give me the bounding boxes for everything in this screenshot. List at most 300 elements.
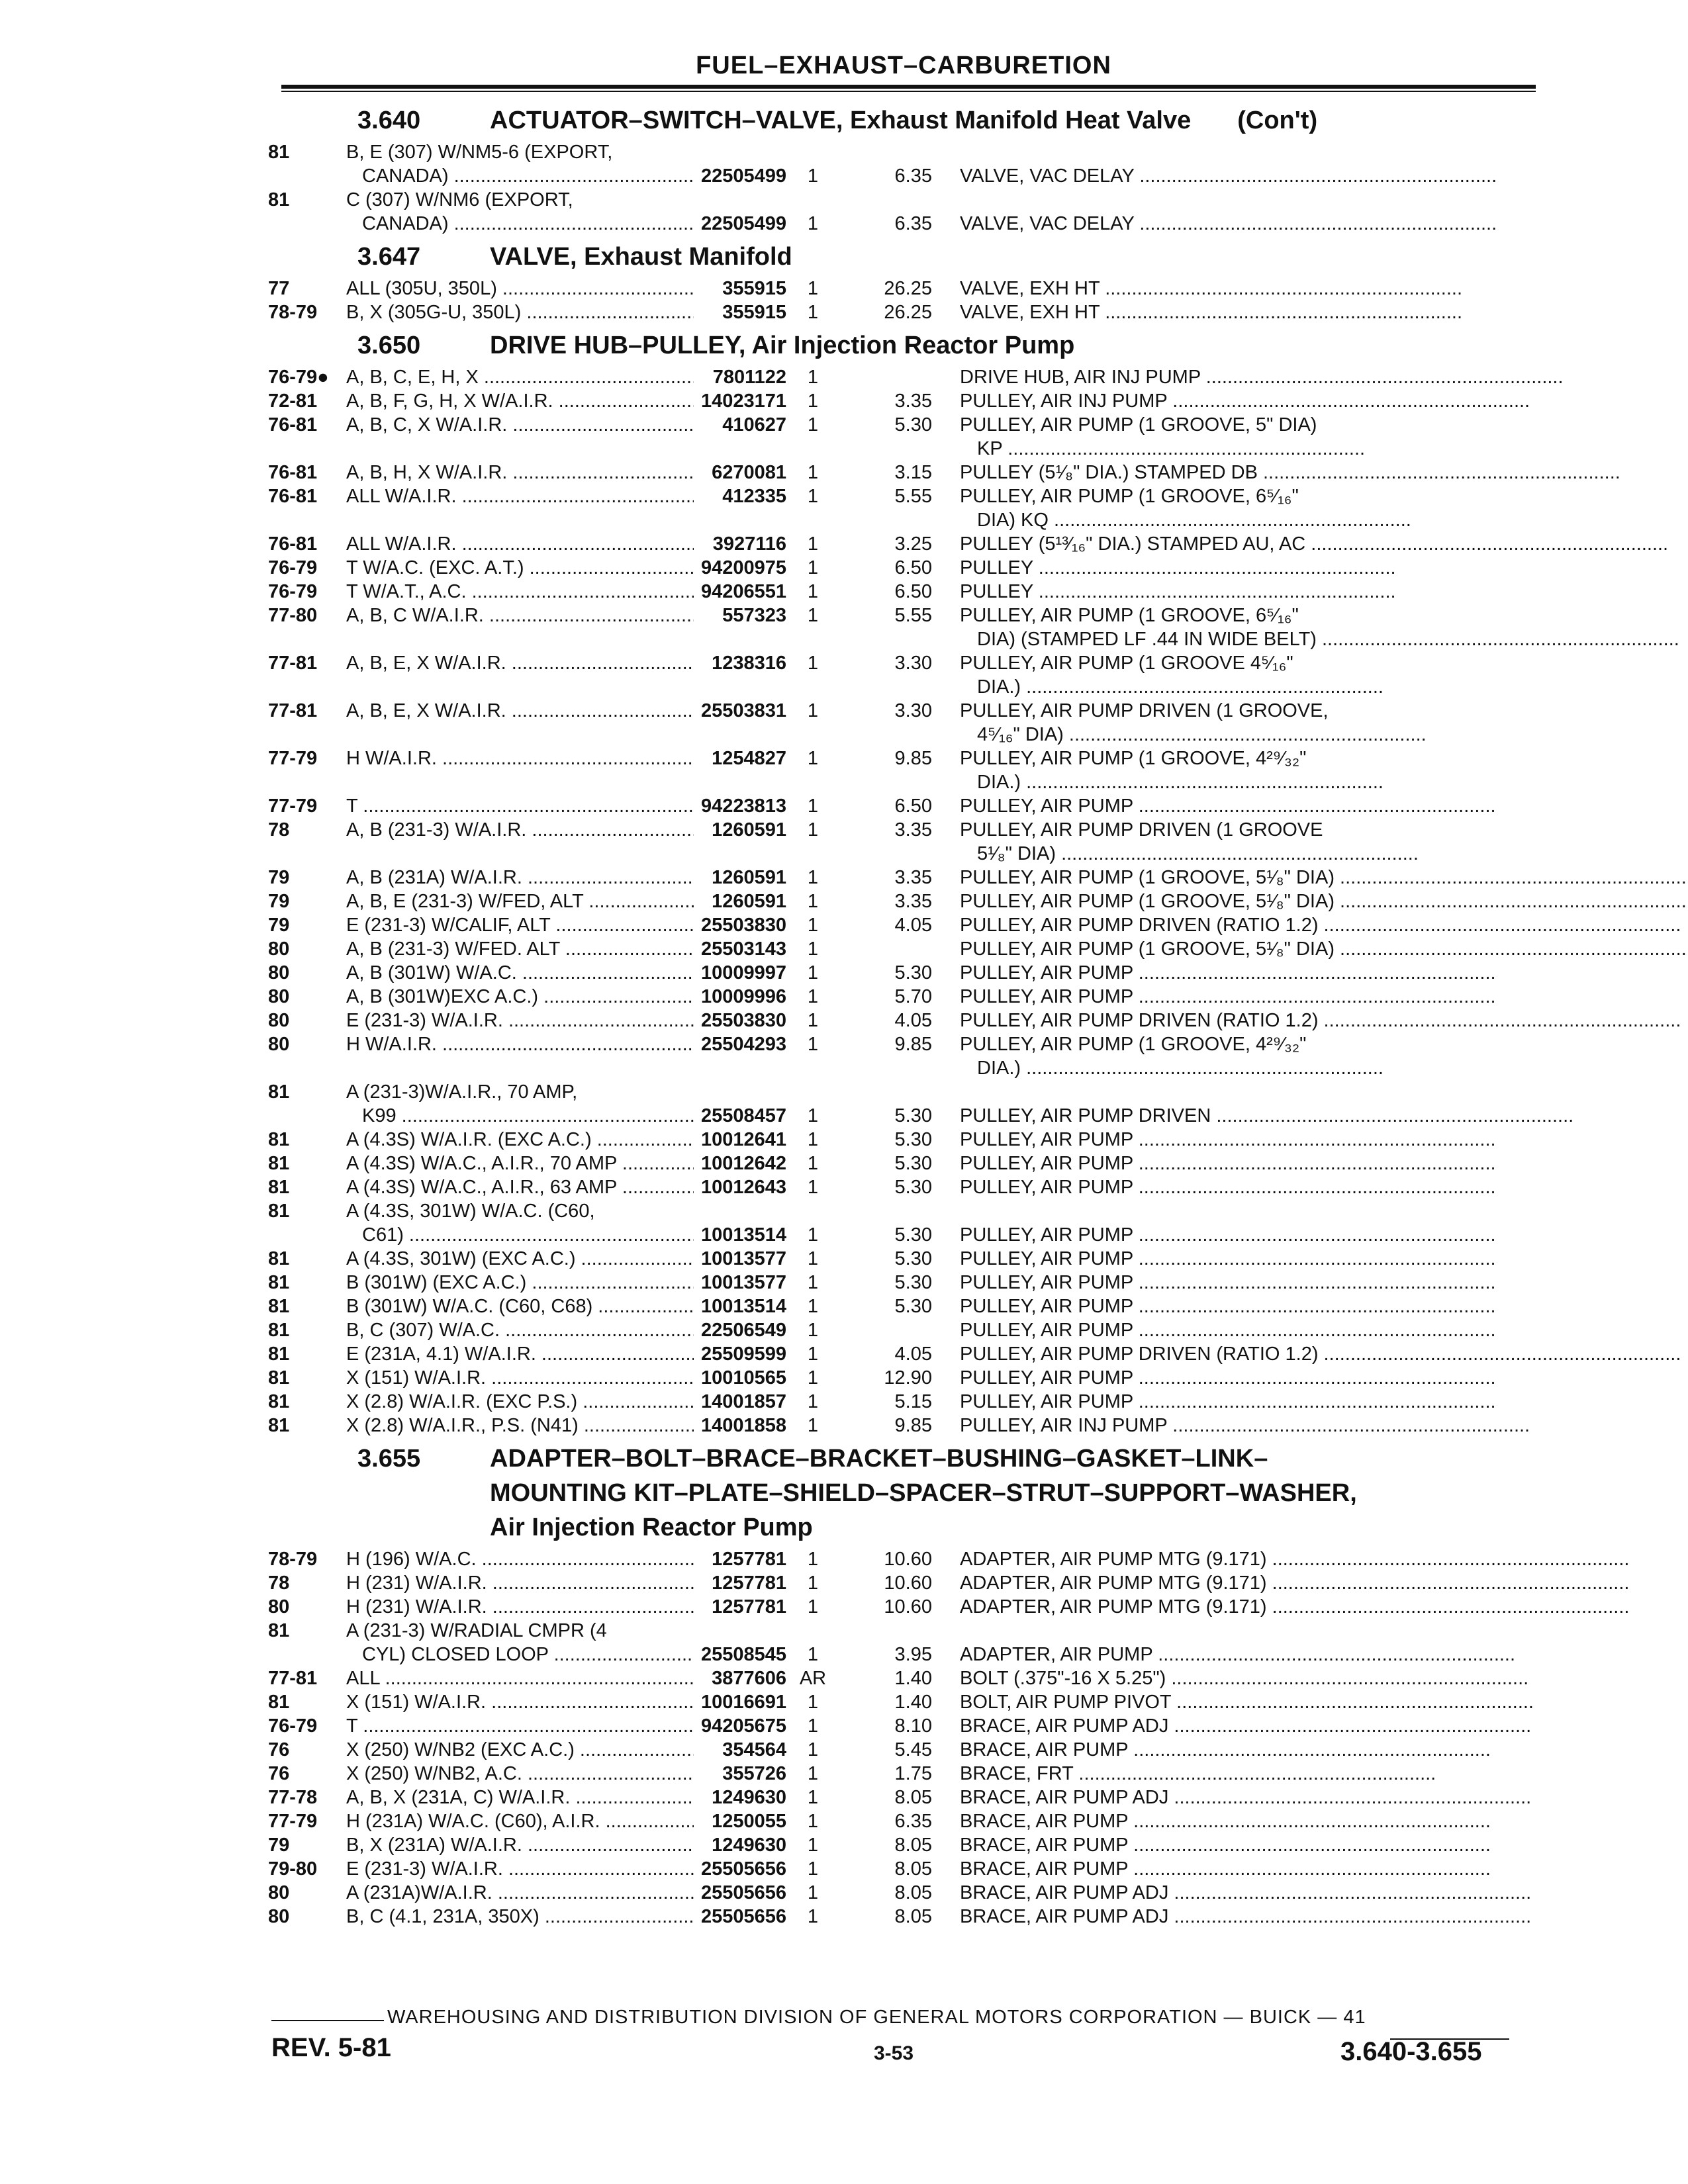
model-year: 77-81 [268,700,318,721]
application-description [346,1032,694,1080]
section-title [490,1441,1546,1545]
quantity [786,580,839,604]
quantity-text: 1 [807,1391,819,1412]
quantity [786,1009,839,1032]
part-description [932,818,1546,866]
part-number-text: 10012643 [700,1177,786,1198]
part-description [932,461,1620,484]
application-description [346,1881,694,1905]
list-price-text: 3.35 [894,819,932,841]
quantity [786,1547,839,1571]
part-row [268,747,1546,794]
part-row [268,794,1546,818]
list-price-text: 6.35 [894,1811,932,1832]
part-number-text: 355726 [722,1763,786,1784]
application-line: C (307) W/NM6 (EXPORT, [346,189,573,210]
application-line: A, B (301W) W/A.C. ..... [346,961,694,985]
part-number [694,1032,786,1080]
quantity [786,1152,839,1175]
part-number-text: 1249630 [712,1835,786,1856]
part-description [932,1690,1546,1714]
application-description [346,1762,694,1786]
model-year: 77-78 [268,1787,318,1808]
list-price [839,937,932,961]
part-number-text: 10010565 [700,1367,786,1388]
application-line: A, B (231-3) W/FED. ALT ..... [346,937,694,961]
application-description [346,1619,694,1666]
part-number [694,1666,786,1690]
list-price-text: 5.30 [894,962,932,983]
part-description-line: PULLEY, AIR PUMP ..... [960,1318,1546,1342]
quantity [786,1128,839,1152]
list-price [839,300,932,324]
part-number-text: 7801122 [712,367,786,388]
model-year: 80 [268,938,290,960]
list-price [839,1666,932,1690]
part-description [932,413,1546,461]
section-range: 3.640-3.655 [1340,2037,1482,2066]
part-description [932,1595,1629,1619]
quantity-text: 1 [807,986,819,1007]
section-title-line: VALVE, Exhaust Manifold [490,243,792,271]
part-row [268,889,1546,913]
part-number [694,1009,786,1032]
list-price-text: 3.30 [894,700,932,721]
quantity-text: 1 [807,414,819,435]
part-number-text: 10009996 [700,986,786,1007]
part-description [932,889,1688,913]
part-row [268,961,1546,985]
list-price-text: 9.85 [894,748,932,769]
part-description-line: 5¹⁄₈" DIA) ..... [960,842,1546,866]
list-price [839,1342,932,1366]
list-price [839,1318,932,1342]
application-description [346,937,694,961]
part-number [694,699,786,747]
list-price-text: 8.05 [894,1882,932,1903]
application-line: CYL) CLOSED LOOP ..... [346,1643,694,1666]
model-year: 78-79 [268,1549,318,1570]
model-year: 77 [268,278,290,299]
section-number: 3.650 [357,332,421,359]
part-description-line: PULLEY, AIR PUMP ..... [960,961,1546,985]
application-line: ALL ..... [346,1666,694,1690]
part-description [932,651,1546,699]
part-description [932,365,1564,389]
part-description-line: KP ..... [960,437,1546,461]
list-price [839,1762,932,1786]
part-description [932,1666,1546,1690]
list-price [839,1833,932,1857]
part-description-line: VALVE, VAC DELAY ..... [960,212,1546,236]
list-price [839,1786,932,1809]
part-row [268,1571,1546,1595]
part-description [932,140,1546,188]
quantity-text: 1 [807,1367,819,1388]
list-price [839,961,932,985]
part-description-line: ADAPTER, AIR PUMP MTG (9.171) ..... [960,1571,1629,1595]
part-number-text: 412335 [722,486,786,507]
part-number-text: 10013514 [700,1296,786,1317]
model-year: 81 [268,1692,290,1713]
application-line: A, B, F, G, H, X W/A.I.R. ..... [346,389,694,413]
list-price-text: 5.30 [894,1272,932,1293]
quantity-text: 1 [807,1272,819,1293]
part-number-text: 25505656 [700,1882,786,1903]
model-year: 81 [268,1177,290,1198]
part-number-text: 1260591 [712,819,786,841]
list-price [839,1009,932,1032]
application-line: E (231-3) W/A.I.R. ..... [346,1009,694,1032]
part-description-line: PULLEY, AIR PUMP (1 GROOVE, 6⁵⁄₁₆" [960,605,1299,626]
part-number-text: 14001858 [700,1415,786,1436]
quantity-text: 1 [807,748,819,769]
quantity [786,556,839,580]
application-description [346,651,694,699]
quantity-text: 1 [807,819,819,841]
part-description-line: PULLEY, AIR PUMP (1 GROOVE, 4²⁹⁄₃₂" [960,1034,1307,1055]
part-number-text: 25505656 [700,1858,786,1880]
quantity-text: 1 [807,486,819,507]
part-row [268,818,1546,866]
application-line: H W/A.I.R. ..... [346,1032,694,1056]
quantity-text: 1 [807,1224,819,1246]
list-price [839,580,932,604]
application-description [346,389,694,413]
page-number: 3-53 [874,2042,914,2064]
list-price-text: 5.30 [894,1153,932,1174]
list-price-text: 3.95 [894,1644,932,1665]
application-line: K99 ..... [346,1104,694,1128]
part-row [268,580,1546,604]
list-price-text: 4.05 [894,915,932,936]
part-number-text: 22505499 [700,165,786,187]
quantity [786,818,839,866]
part-row [268,365,1546,389]
quantity-text: 1 [807,1835,819,1856]
part-description-line: PULLEY, AIR PUMP DRIVEN (RATIO 1.2) ..... [960,913,1681,937]
model-year: 77-81 [268,653,318,674]
part-number [694,277,786,300]
model-year: 76-81 [268,462,318,483]
part-description [932,1547,1629,1571]
part-number-text: 10012641 [700,1129,786,1150]
quantity-text: 1 [807,390,819,412]
quantity-text: 1 [807,165,819,187]
list-price [839,277,932,300]
application-description [346,1547,694,1571]
part-number [694,1295,786,1318]
application-line: B, C (307) W/A.C. ..... [346,1318,694,1342]
part-description [932,1390,1546,1414]
part-description [932,794,1546,818]
model-year: 76-81 [268,533,318,555]
application-line: A (231A)W/A.I.R. ..... [346,1881,694,1905]
part-description [932,300,1546,324]
section-title-line: ACTUATOR–SWITCH–VALVE, Exhaust Manifold Heat Valve (Con't) [490,107,1318,134]
quantity [786,1271,839,1295]
list-price-text: 1.75 [894,1763,932,1784]
part-description-line: BRACE, AIR PUMP ADJ ..... [960,1881,1546,1905]
application-line: ALL W/A.I.R. ..... [346,532,694,556]
quantity [786,1714,839,1738]
application-description [346,1738,694,1762]
part-description-line: PULLEY, AIR PUMP (1 GROOVE, 4²⁹⁄₃₂" [960,748,1307,769]
model-year: 79 [268,867,290,888]
header-rule-thin [281,91,1536,92]
part-row [268,277,1546,300]
application-line: A, B (301W)EXC A.C.) ..... [346,985,694,1009]
part-description-line: DIA.) ..... [960,770,1546,794]
part-number-text: 94205675 [700,1715,786,1737]
model-year: 78-79 [268,302,318,323]
part-number-text: 1257781 [712,1596,786,1617]
application-description [346,1857,694,1881]
continued-label: (Con't) [1237,107,1318,134]
part-description-line: VALVE, VAC DELAY ..... [960,164,1546,188]
list-price-text: 3.35 [894,390,932,412]
part-number [694,1414,786,1437]
list-price-text: 5.30 [894,1129,932,1150]
list-price-text: 12.90 [884,1367,932,1388]
list-price [839,1809,932,1833]
quantity-text: 1 [807,1692,819,1713]
section-title [490,328,1546,363]
quantity [786,1080,839,1128]
application-line: T ..... [346,794,694,818]
model-year: 79 [268,915,290,936]
part-description [932,1857,1546,1881]
application-description [346,818,694,866]
part-description-line: PULLEY, AIR PUMP ..... [960,985,1546,1009]
quantity-text: 1 [807,1644,819,1665]
list-price [839,1690,932,1714]
application-description [346,556,694,580]
part-number [694,1199,786,1247]
list-price-text: 8.10 [894,1715,932,1737]
part-description [932,484,1546,532]
part-row [268,1809,1546,1833]
part-number [694,1786,786,1809]
quantity [786,1690,839,1714]
part-description-line: VALVE, EXH HT ..... [960,300,1546,324]
part-description-line: ADAPTER, AIR PUMP ..... [960,1643,1546,1666]
list-price [839,1414,932,1437]
list-price-text: 10.60 [884,1549,932,1570]
application-description [346,961,694,985]
part-description [932,1905,1546,1929]
list-price-text: 8.05 [894,1906,932,1927]
list-price-text: 1.40 [894,1668,932,1689]
part-description-line: ADAPTER, AIR PUMP MTG (9.171) ..... [960,1547,1629,1571]
part-description-line: PULLEY, AIR PUMP ..... [960,1175,1546,1199]
part-row [268,1080,1546,1128]
quantity-text: 1 [807,1787,819,1808]
part-number [694,1080,786,1128]
part-number-text: 10012642 [700,1153,786,1174]
part-number-text: 3927116 [712,533,786,555]
part-row [268,699,1546,747]
list-price-text: 5.30 [894,1224,932,1246]
parts-listing [268,99,1546,1929]
part-description-line: DIA.) ..... [960,675,1546,699]
part-number [694,1390,786,1414]
application-description [346,747,694,794]
part-row [268,1128,1546,1152]
list-price-text: 3.25 [894,533,932,555]
part-number [694,1738,786,1762]
application-line: T W/A.C. (EXC. A.T.) ..... [346,556,694,580]
application-line: A (4.3S) W/A.C., A.I.R., 63 AMP ..... [346,1175,694,1199]
part-number [694,651,786,699]
list-price-text: 6.35 [894,165,932,187]
part-number [694,461,786,484]
model-year: 81 [268,1272,290,1293]
quantity-text: 1 [807,1906,819,1927]
part-description-line: PULLEY, AIR PUMP (1 GROOVE 4⁵⁄₁₆" [960,653,1293,674]
part-number-text: 410627 [722,414,786,435]
part-description [932,1009,1681,1032]
application-line: B (301W) W/A.C. (C60, C68) ..... [346,1295,694,1318]
model-year: 76-79 [268,557,318,578]
application-description [346,300,694,324]
part-row [268,1342,1546,1366]
model-year: 80 [268,1596,290,1617]
model-year: 81 [268,142,290,163]
part-number [694,1595,786,1619]
quantity-text: 1 [807,891,819,912]
part-number-text: 22505499 [700,213,786,234]
application-line: B, C (4.1, 231A, 350X) ..... [346,1905,694,1929]
section-title-line: ADAPTER–BOLT–BRACE–BRACKET–BUSHING–GASKET–LINK– [490,1445,1268,1473]
model-year: 81 [268,1320,290,1341]
list-price [839,1738,932,1762]
application-line: A, B, C, X W/A.I.R. ..... [346,413,694,437]
model-year: 81 [268,1129,290,1150]
list-price [839,1390,932,1414]
part-description [932,1881,1546,1905]
quantity [786,889,839,913]
part-number-text: 557323 [722,605,786,626]
application-line: T W/A.T., A.C. ..... [346,580,694,604]
quantity-text: 1 [807,1549,819,1570]
part-row [268,1786,1546,1809]
list-price-text: 5.70 [894,986,932,1007]
application-line: A (4.3S) W/A.I.R. (EXC A.C.) ..... [346,1128,694,1152]
part-row [268,1318,1546,1342]
part-description [932,1080,1573,1128]
part-description [932,1152,1546,1175]
part-description-line: BRACE, AIR PUMP ADJ ..... [960,1905,1546,1929]
list-price [839,794,932,818]
part-number [694,818,786,866]
quantity [786,651,839,699]
part-row [268,1152,1546,1175]
part-number [694,365,786,389]
part-number-text: 25503831 [700,700,786,721]
list-price [839,1175,932,1199]
application-description [346,532,694,556]
application-description [346,866,694,889]
quantity [786,1881,839,1905]
part-description [932,1786,1546,1809]
part-number-text: 10013577 [700,1272,786,1293]
model-year: 76-79● [268,367,329,388]
application-line: H (231) W/A.I.R. ..... [346,1595,694,1619]
model-year: 77-80 [268,605,318,626]
list-price [839,1247,932,1271]
model-year: 78 [268,1572,290,1594]
part-number [694,1809,786,1833]
quantity [786,866,839,889]
application-line: X (151) W/A.I.R. ..... [346,1690,694,1714]
part-description [932,1199,1546,1247]
part-description-line: PULLEY (5¹³⁄₁₆" DIA.) STAMPED AU, AC ..... [960,532,1668,556]
part-description-line: PULLEY, AIR PUMP (1 GROOVE, 5¹⁄₈" DIA) ..... [960,866,1688,889]
list-price-text: 5.30 [894,1296,932,1317]
quantity-text: 1 [807,462,819,483]
list-price [839,1547,932,1571]
part-row [268,1690,1546,1714]
part-description-line: ADAPTER, AIR PUMP MTG (9.171) ..... [960,1595,1629,1619]
part-number-text: 25503143 [700,938,786,960]
list-price [839,1905,932,1929]
application-description [346,1009,694,1032]
part-number [694,140,786,188]
list-price [839,484,932,532]
list-price [839,1080,932,1128]
application-description [346,1175,694,1199]
part-row [268,1738,1546,1762]
part-number [694,389,786,413]
part-number-text: 1257781 [712,1572,786,1594]
part-description-line: PULLEY, AIR PUMP DRIVEN (1 GROOVE [960,819,1323,841]
part-description-line: BRACE, AIR PUMP ADJ ..... [960,1714,1546,1738]
part-description [932,699,1546,747]
application-line: ALL W/A.I.R. ..... [346,484,694,508]
part-number-text: 25503830 [700,1010,786,1031]
part-description [932,188,1546,236]
part-row [268,937,1546,961]
part-number-text: 14001857 [700,1391,786,1412]
section-title-line: MOUNTING KIT–PLATE–SHIELD–SPACER–STRUT–SUPPORT–WASHER, [490,1479,1357,1507]
part-description [932,1571,1629,1595]
list-price [839,985,932,1009]
application-description [346,580,694,604]
part-description [932,1833,1546,1857]
part-description-line: PULLEY, AIR PUMP ..... [960,1295,1546,1318]
application-description [346,413,694,461]
list-price [839,651,932,699]
part-description-line: VALVE, EXH HT ..... [960,277,1546,300]
quantity-text: 1 [807,1296,819,1317]
quantity [786,1366,839,1390]
model-year: 76-79 [268,1715,318,1737]
application-line: X (2.8) W/A.I.R. (EXC P.S.) ..... [346,1390,694,1414]
list-price-text: 8.05 [894,1835,932,1856]
part-number [694,413,786,461]
application-line: T ..... [346,1714,694,1738]
quantity-text: 1 [807,867,819,888]
part-number [694,1905,786,1929]
part-row [268,300,1546,324]
quantity-text: 1 [807,700,819,721]
application-description [346,484,694,532]
list-price-text: 1.40 [894,1692,932,1713]
part-row [268,556,1546,580]
list-price [839,1714,932,1738]
application-description [346,1199,694,1247]
